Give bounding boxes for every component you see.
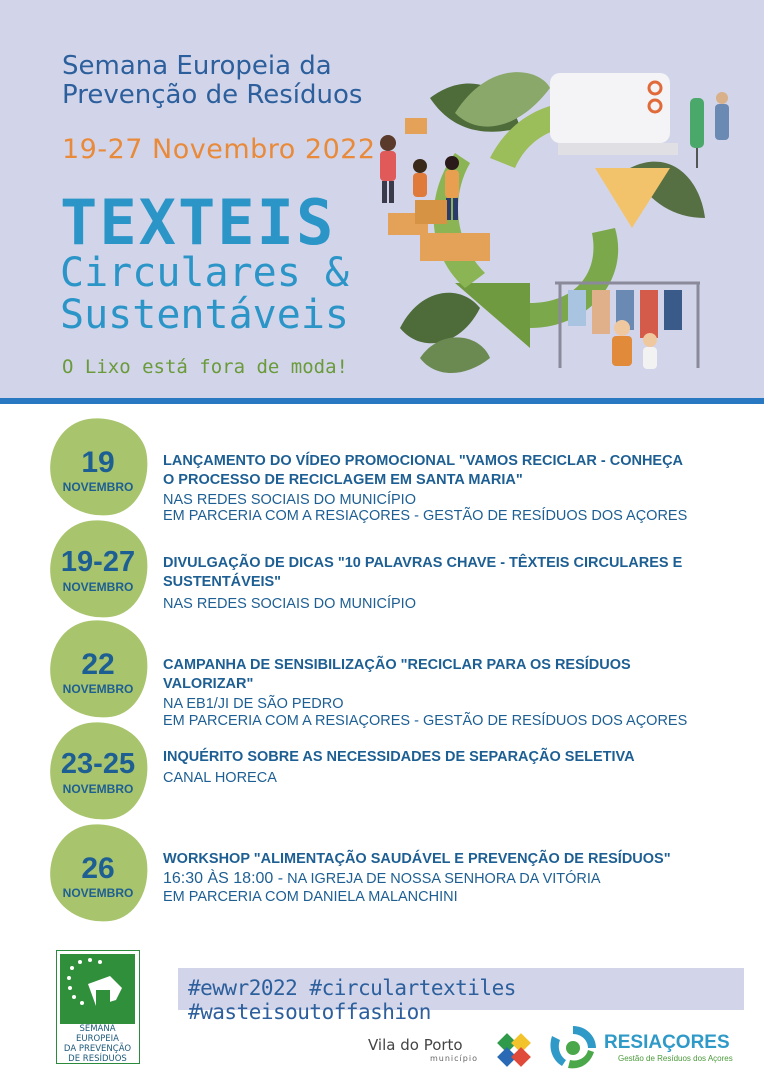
event-day: 22: [81, 648, 115, 681]
sub-title-line1: Circulares &: [60, 250, 349, 296]
person-icon: [413, 159, 427, 173]
person-icon: [614, 320, 630, 336]
event-item: [50, 722, 740, 822]
event-month: NOVEMBRO: [62, 886, 134, 900]
resiacores-logo-icon: [546, 1022, 600, 1072]
ewwr-logo-mark: [60, 954, 135, 1024]
event-day: 23-25: [60, 748, 136, 780]
event-month: NOVEMBRO: [62, 480, 134, 494]
main-title: TEXTEIS: [60, 186, 336, 259]
vila-do-porto-logo-icon: [494, 1030, 536, 1072]
municipality-name: Vila do Porto: [368, 1036, 463, 1054]
event-detail: EM PARCERIA COM A RESIAÇORES - GESTÃO DE RESÍDUOS DOS AÇORES: [163, 508, 688, 524]
municipality-subtitle: município: [430, 1054, 478, 1063]
hashtags: #ewwr2022 #circulartextiles #wasteisoutoffashion: [188, 976, 516, 1024]
slogan: O Lixo está fora de moda!: [62, 356, 348, 378]
mannequin-icon: [690, 98, 704, 148]
partner-name: RESIAÇORES: [604, 1032, 730, 1053]
ewwr-logo-text-line: DA PREVENÇÃO: [63, 1044, 132, 1054]
event-location: NA IGREJA DE NOSSA SENHORA DA VITÓRIA: [287, 871, 601, 887]
event-title-line: O PROCESSO DE RECICLAGEM EM SANTA MARIA": [163, 472, 523, 488]
event-detail: NA EB1/JI DE SÃO PEDRO: [163, 696, 344, 712]
event-detail: NAS REDES SOCIAIS DO MUNICÍPIO: [163, 596, 416, 612]
clothing-icon: [664, 290, 682, 330]
person-icon: [445, 156, 459, 170]
ewwr-logo-text-line: DE RESÍDUOS: [68, 1054, 127, 1064]
hand-bin-icon: [60, 954, 135, 1024]
clothing-icon: [592, 290, 610, 334]
event-title-line: CAMPANHA DE SENSIBILIZAÇÃO "RECICLAR PARA OS RESÍDUOS: [163, 657, 631, 673]
sub-title-line2: Sustentáveis: [60, 292, 349, 338]
event-detail: EM PARCERIA COM DANIELA MALANCHINI: [163, 889, 458, 905]
event-day: 19-27: [60, 546, 136, 578]
circular-textiles-illustration: [360, 28, 760, 388]
event-title: [163, 850, 723, 869]
event-title: [163, 452, 723, 490]
event-item: [50, 520, 740, 620]
event-title-line: LANÇAMENTO DO VÍDEO PROMOCIONAL "VAMOS RECICLAR - CONHEÇA: [163, 453, 684, 469]
person-icon: [380, 135, 396, 151]
box-icon: [420, 233, 490, 261]
event-day: 26: [81, 852, 115, 885]
event-title-line: VALORIZAR": [163, 676, 254, 692]
event-detail: [163, 870, 723, 888]
sub-title: [60, 252, 349, 336]
event-title: [163, 748, 723, 767]
event-title-line: SUSTENTÁVEIS": [163, 574, 282, 590]
week-title: [62, 52, 362, 110]
event-title: [163, 554, 723, 592]
clothing-icon: [640, 290, 658, 338]
event-detail: NAS REDES SOCIAIS DO MUNICÍPIO: [163, 492, 416, 508]
event-title-line: INQUÉRITO SOBRE AS NECESSIDADES DE SEPARAÇÃO SELETIVA: [163, 749, 635, 765]
leaf-icon: [400, 293, 480, 344]
event-title-line: WORKSHOP "ALIMENTAÇÃO SAUDÁVEL E PREVENÇÃO DE RESÍDUOS": [163, 851, 671, 867]
event-detail: CANAL HORECA: [163, 770, 277, 786]
person-icon: [716, 92, 728, 104]
event-day: 19: [81, 446, 115, 479]
person-icon: [643, 333, 657, 347]
event-title: [163, 656, 723, 694]
event-title-line: DIVULGAÇÃO DE DICAS "10 PALAVRAS CHAVE - TÊXTEIS CIRCULARES E: [163, 555, 683, 571]
ewwr-logo-text: [57, 1024, 138, 1064]
event-month: NOVEMBRO: [62, 682, 134, 696]
hero-divider: [0, 398, 764, 404]
ewwr-logo-text-line: SEMANA EUROPEIA: [75, 1024, 119, 1044]
event-item: [50, 620, 740, 729]
week-title-line2: Prevenção de Resíduos: [62, 80, 363, 110]
event-item: [50, 824, 740, 924]
ewwr-logo: [56, 950, 140, 1064]
event-dates: 19-27 Novembro 2022: [62, 134, 376, 165]
box-icon: [415, 200, 447, 224]
event-detail: EM PARCERIA COM A RESIAÇORES - GESTÃO DE RESÍDUOS DOS AÇORES: [163, 713, 688, 729]
event-month: NOVEMBRO: [62, 782, 134, 796]
event-month: NOVEMBRO: [62, 580, 134, 594]
event-time: 16:30 ÀS 18:00 -: [163, 870, 284, 887]
clothing-icon: [568, 290, 586, 326]
partner-subtitle: Gestão de Resíduos dos Açores: [618, 1054, 733, 1063]
event-item: [50, 418, 740, 524]
week-title-line1: Semana Europeia da: [62, 51, 332, 81]
box-icon: [405, 118, 427, 134]
